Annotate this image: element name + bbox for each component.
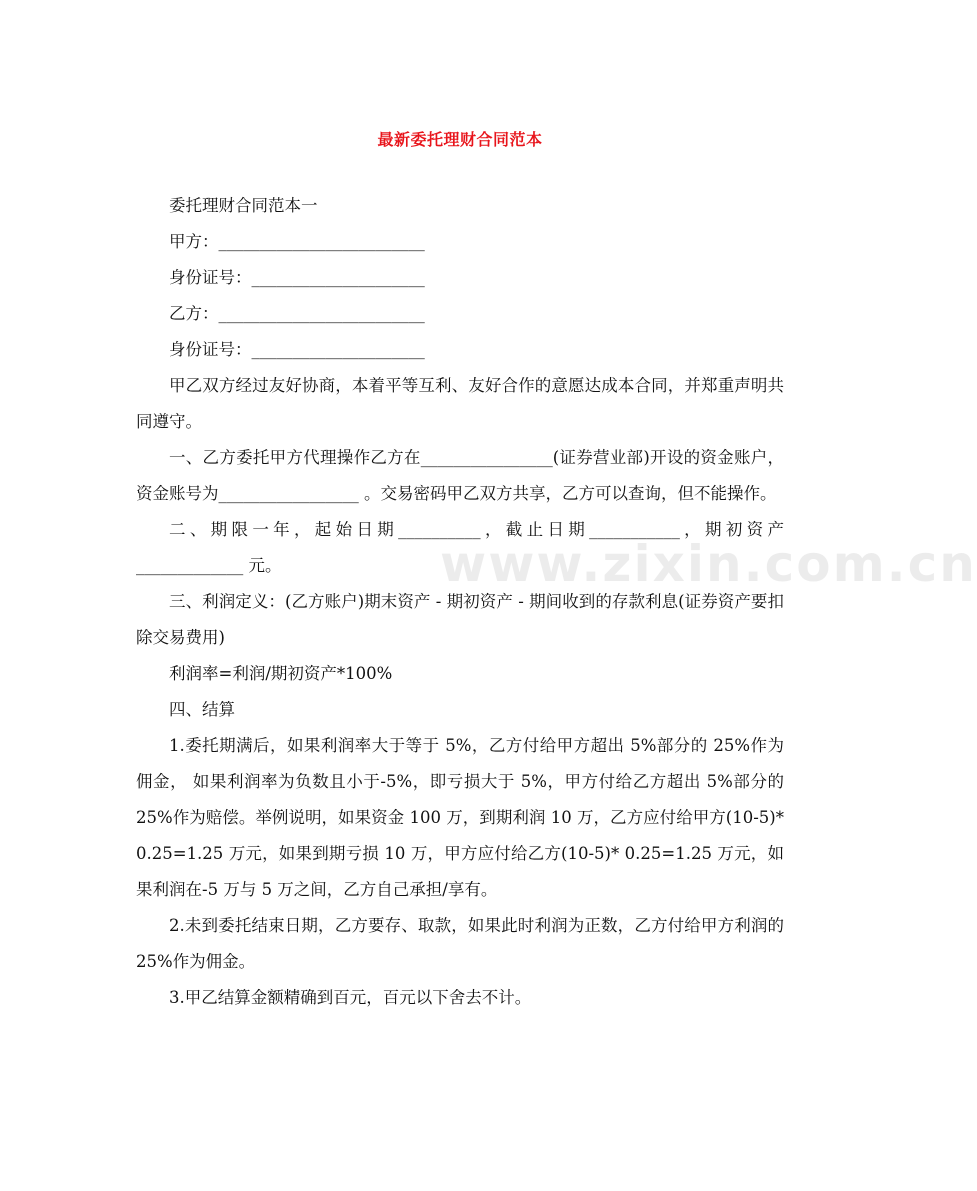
settlement-item-3: 3.甲乙结算金额精确到百元，百元以下舍去不计。	[169, 988, 532, 1007]
clause-2: 二、期限一年，起始日期__________，截止日期___________，期初资产_____________ 元。	[136, 520, 784, 575]
party-a-line: 甲方：_________________________	[169, 232, 425, 251]
document-title: 最新委托理财合同范本	[377, 130, 543, 149]
party-b-line: 乙方：_________________________	[169, 304, 425, 323]
watermark: www.zixin.com.cn	[440, 535, 977, 593]
clause-4: 四、结算	[169, 700, 235, 719]
document-body	[136, 188, 784, 1016]
party-b-id-line: 身份证号：_____________________	[169, 340, 425, 359]
intro-paragraph: 甲乙双方经过友好协商，本着平等互利、友好合作的意愿达成本合同，并郑重声明共同遵守。	[136, 376, 784, 431]
clause-1: 一、乙方委托甲方代理操作乙方在________________(证券营业部)开设的资金账户，资金账号为_________________ 。交易密码甲乙双方共享，乙方可以查询，但不能操作。	[136, 448, 784, 503]
settlement-item-1: 1.委托期满后，如果利润率大于等于 5%，乙方付给甲方超出 5%部分的 25%作为佣金， 如果利润率为负数且小于-5%，即亏损大于 5%，甲方付给乙方超出 5%部分的 25%作为赔偿。举例说明，如果资金 100 万，到期利润 10 万，乙方应付给甲方(10-5)* 0.25=1.25 万元，如果到期亏损 10 万，甲方应付给乙方(10-5)* 0.25=1.25 万元，如果利润在-5 万与 5 万之间，乙方自己承担/享有。	[136, 736, 784, 899]
profit-formula: 利润率=利润/期初资产*100%	[169, 664, 393, 683]
settlement-item-2: 2.未到委托结束日期，乙方要存、取款，如果此时利润为正数，乙方付给甲方利润的 25%作为佣金。	[136, 916, 784, 971]
party-a-id-line: 身份证号：_____________________	[169, 268, 425, 287]
clause-3: 三、利润定义：(乙方账户)期末资产 - 期初资产 - 期间收到的存款利息(证券资产要扣除交易费用)	[136, 592, 784, 647]
contract-heading: 委托理财合同范本一	[169, 196, 318, 215]
